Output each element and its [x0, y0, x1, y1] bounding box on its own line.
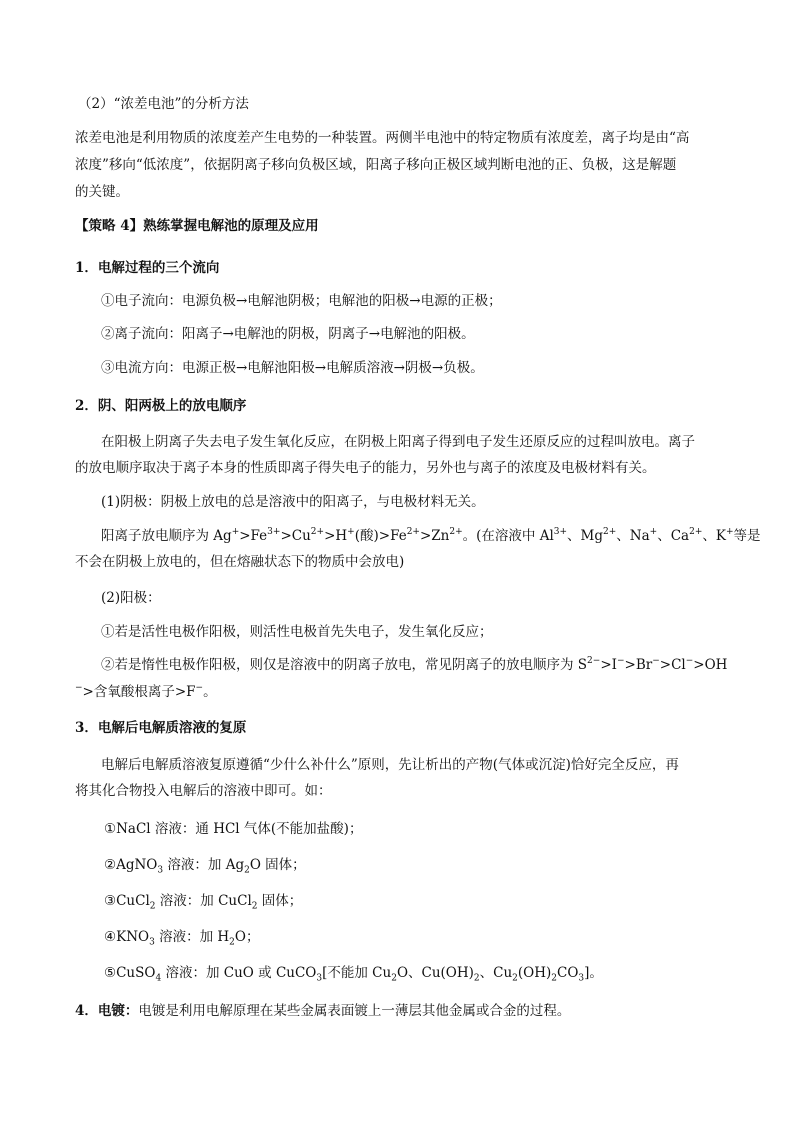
section-heading: 2．阴、阳两极上的放电顺序 — [75, 398, 247, 414]
paragraph-line: −>含氧酸根离子>F−。 — [75, 682, 217, 700]
paragraph-line: (1)阴极：阴极上放电的总是溶液中的阳离子，与电极材料无关。 — [101, 494, 485, 510]
strategy-heading: 【策略 4】熟练掌握电解池的原理及应用 — [75, 218, 319, 234]
list-item: ①电子流向：电源负极→电解池阴极；电解池的阳极→电源的正极； — [101, 293, 502, 309]
list-item: ①若是活性电极作阳极，则活性电极首先失电子，发生氧化反应； — [101, 624, 493, 640]
list-item: ②AgNO$_3$ 溶液：加 $Ag_2O$ 固体； — [104, 857, 306, 876]
list-item: ②离子流向：阳离子→电解池的阴极，阴离子→电解池的阳极。 — [101, 326, 475, 342]
paragraph-line: 浓度”移向“低浓度”，依据阴离子移向负极区域，阳离子移向正极区域判断电池的正、负极，这是解题 — [75, 157, 677, 173]
paragraph-line: 浓差电池是利用物质的浓度差产生电势的一种装置。两侧半电池中的特定物质有浓度差，离子均是由“高 — [75, 130, 690, 146]
list-item: ③电流方向：电源正极→电解池阳极→电解质溶液→阴极→负极。 — [101, 360, 484, 376]
paragraph-line: 在阳极上阴离子失去电子发生氧化反应，在阴极上阳离子得到电子发生还原反应的过程叫放电。离子 — [101, 434, 695, 450]
paragraph-line: 的放电顺序取决于离子本身的性质即离子得失电子的能力，另外也与离子的浓度及电极材料有关。 — [75, 460, 656, 476]
section-heading: 1．电解过程的三个流向 — [75, 260, 220, 276]
subsection-heading: （2）“浓差电池”的分析方法 — [78, 96, 249, 112]
paragraph-line: 阳离子放电顺序为 $Ag^+>Fe^{3+}>Cu^{2+}>H^+$(酸)$>Fe^{2+}>Zn^{2+}$。(在溶液中 $Al^{3+}$、$Mg^{2+}$、Na+、$Ca^{2+}$、K+等是 — [101, 526, 761, 544]
paragraph-line: (2)阳极： — [101, 590, 161, 606]
list-item: $④KNO_3$ 溶液：加 $H_2O$； — [104, 929, 260, 948]
paragraph-line: 不会在阴极上放电的，但在熔融状态下的物质中会放电) — [75, 554, 405, 570]
paragraph-line: 4．电镀：电镀是利用电解原理在某些金属表面镀上一薄层其他金属或合金的过程。 — [75, 1003, 571, 1019]
paragraph-line: 的关键。 — [75, 184, 129, 200]
list-item: ⑤CuSO$_4$ 溶液：加 CuO 或 CuCO$_3$[不能加 $Cu_2O$、$Cu(OH)_2$、$Cu_2(OH)_2CO_3$]。 — [104, 965, 603, 984]
paragraph-line: 电解后电解质溶液复原遵循“少什么补什么”原则，先让析出的产物(气体或沉淀)恰好完全反应，再 — [101, 757, 679, 773]
list-item: ①NaCl 溶液：通 HCl 气体(不能加盐酸)； — [104, 821, 363, 837]
list-item: ②若是惰性电极作阳极，则仅是溶液中的阴离子放电，常见阴离子的放电顺序为 $S^{2-}>I^->Br^->Cl^->OH$ — [101, 655, 728, 673]
paragraph-line: 将其化合物投入电解后的溶液中即可。如： — [75, 783, 332, 799]
section-heading: 3．电解后电解质溶液的复原 — [75, 720, 247, 736]
list-item: ③CuCl$_2$ 溶液：加 CuCl$_2$ 固体； — [104, 893, 303, 912]
